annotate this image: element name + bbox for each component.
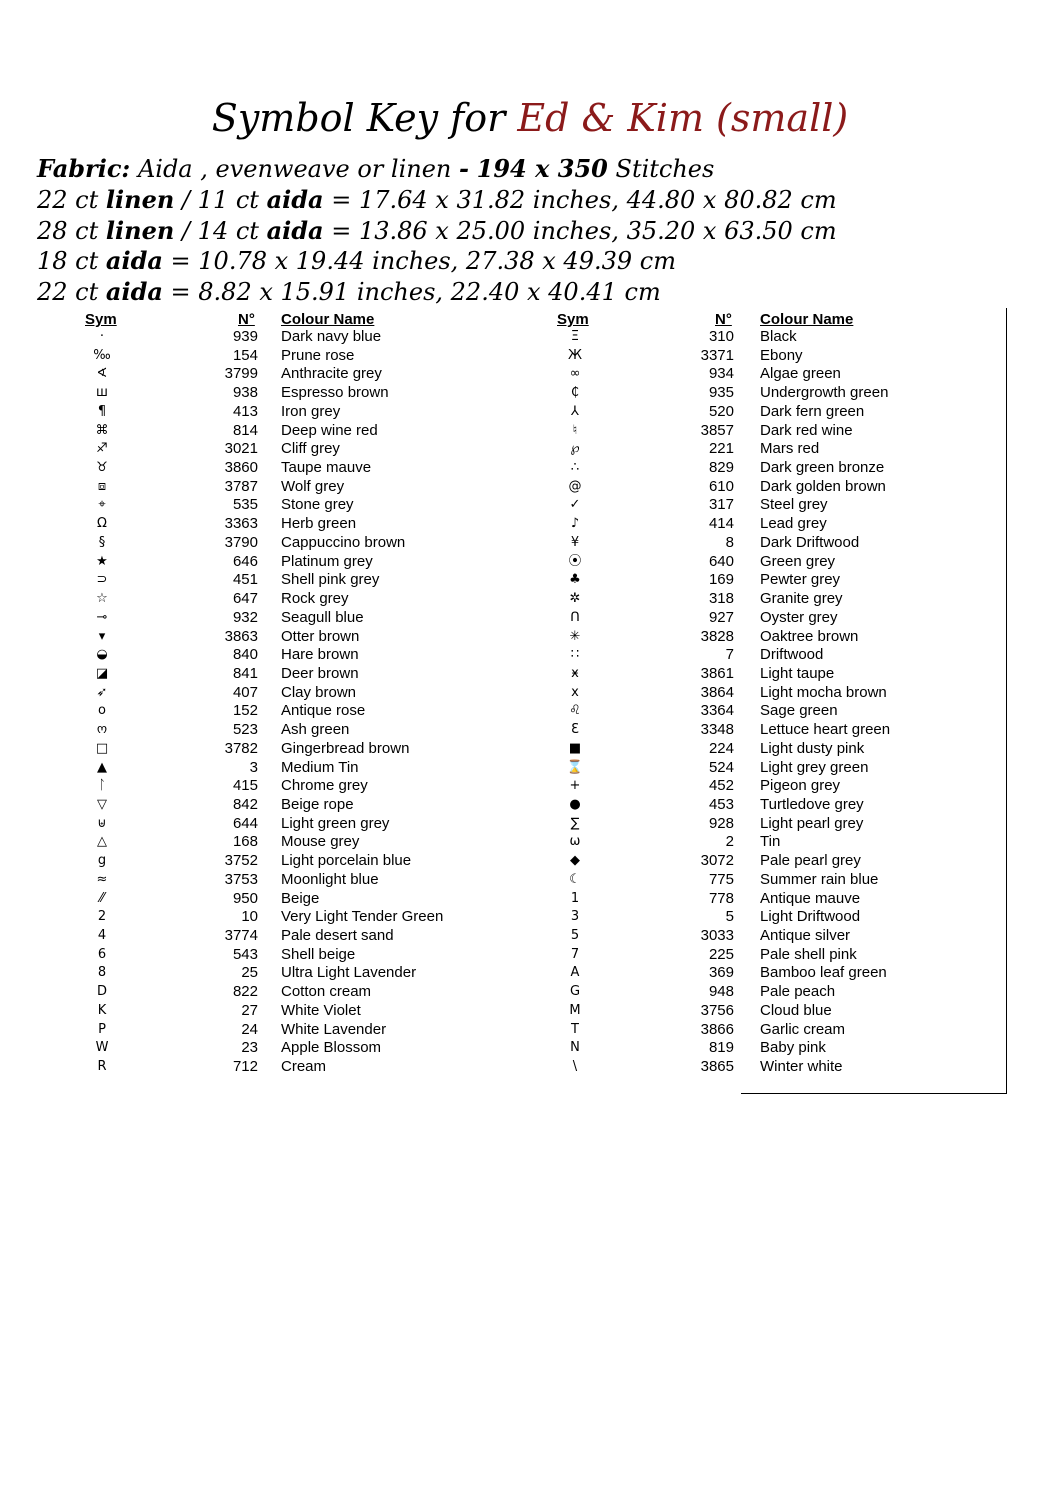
symbol-glyph: ¶ (97, 403, 107, 419)
colour-name: White Violet (281, 1001, 361, 1019)
colour-name: Antique silver (760, 927, 851, 944)
fabric-label: Fabric: (37, 154, 131, 183)
thread-number: 841 (232, 664, 258, 682)
thread-number: 369 (708, 964, 734, 982)
colour-name: Light taupe (760, 664, 835, 682)
colour-name: Deer brown (281, 664, 359, 682)
thread-number: 24 (241, 1020, 258, 1038)
symbol-glyph: M (569, 1002, 581, 1018)
thread-number: 775 (708, 870, 734, 888)
colour-name: Algae green (760, 365, 841, 383)
symbol-glyph: ☆ (96, 591, 108, 607)
thread-number: 25 (241, 964, 258, 982)
thread-number: 3072 (700, 852, 734, 870)
colour-name: Clay brown (281, 683, 357, 701)
spec-dimensions: = 13.86 x 25.00 inches, 35.20 x 63.50 cm (331, 217, 837, 245)
thread-number: 523 (232, 721, 258, 739)
symbol-glyph: · (99, 329, 105, 344)
thread-number: 819 (708, 1039, 734, 1057)
symbol-glyph: T (571, 1021, 579, 1037)
colour-name: Beige rope (281, 795, 354, 813)
colour-name: Gingerbread brown (281, 739, 410, 757)
thread-number: 543 (232, 945, 258, 963)
symbol-glyph: ▽ (97, 796, 107, 812)
thread-number: 610 (708, 477, 734, 495)
symbol-glyph: △ (97, 834, 107, 850)
symbol-glyph: 2 (97, 909, 107, 925)
spec-count: 22 ct (37, 186, 99, 214)
thread-number: 407 (232, 683, 258, 701)
thread-number: 2 (725, 833, 734, 851)
colour-name: Cliff grey (281, 440, 340, 458)
fabric-size: 194 x 350 (476, 154, 608, 183)
colour-name: Anthracite grey (281, 365, 382, 383)
colour-name: Light Driftwood (760, 908, 861, 926)
colour-name: Pale shell pink (760, 945, 857, 963)
thread-number: 842 (232, 795, 258, 813)
colour-name: Cappuccino brown (281, 533, 406, 551)
thread-number: 154 (232, 346, 258, 364)
colour-name: Shell beige (281, 945, 356, 963)
thread-number: 3 (249, 758, 258, 776)
symbol-glyph: P (98, 1021, 106, 1037)
symbol-glyph: ω (569, 834, 581, 850)
colour-name: Mouse grey (281, 833, 360, 851)
colour-name: Baby pink (760, 1039, 826, 1057)
symbol-glyph: ⦿ (568, 553, 582, 569)
thread-number: 3371 (700, 346, 734, 364)
thread-number: 152 (232, 702, 258, 720)
symbol-glyph: ● (569, 796, 581, 812)
thread-number: 938 (232, 384, 258, 402)
symbol-glyph: ◆ (570, 853, 580, 869)
colour-name: Light grey green (760, 758, 869, 776)
colour-name: Mars red (760, 440, 820, 458)
symbol-glyph: 6 (97, 946, 107, 962)
spec-line-2 (37, 216, 837, 245)
colour-name: Pale desert sand (281, 927, 394, 944)
colour-name: Herb green (281, 515, 357, 533)
colour-name: Dark Driftwood (760, 533, 860, 551)
symbol-glyph: @ (568, 478, 582, 494)
symbol-glyph: □ (95, 740, 109, 756)
thread-number: 3364 (700, 702, 734, 720)
thread-number: 3828 (700, 627, 734, 645)
symbol-glyph: 7 (570, 946, 580, 962)
thread-number: 928 (708, 814, 734, 832)
symbol-glyph: ▲ (97, 759, 107, 775)
colour-name: White Lavender (281, 1020, 387, 1038)
symbol-glyph: § (98, 534, 106, 550)
colour-name: Ebony (760, 346, 803, 364)
symbol-glyph: ო (96, 722, 108, 738)
colour-name: Lettuce heart green (760, 721, 891, 739)
thread-number: 778 (708, 889, 734, 907)
spec-line-4 (37, 277, 661, 306)
colour-name: Apple Blossom (281, 1039, 382, 1057)
spec-fabric-alt: aida (266, 185, 324, 214)
colour-name: Undergrowth green (760, 384, 889, 402)
thread-number: 3363 (224, 515, 258, 533)
fabric-line (37, 154, 714, 183)
fabric-unit: Stitches (615, 155, 715, 183)
spec-dimensions: = 8.82 x 15.91 inches, 22.40 x 40.41 cm (170, 278, 661, 306)
symbol-glyph: Ɛ (571, 722, 579, 738)
right-header-num: N° (715, 311, 732, 328)
thread-number: 3753 (224, 870, 258, 888)
spec-dimensions: = 17.64 x 31.82 inches, 44.80 x 80.82 cm (331, 186, 837, 214)
thread-number: 644 (232, 814, 258, 832)
symbol-glyph: ∢ (96, 366, 108, 382)
thread-number: 453 (708, 795, 734, 813)
colour-name: Summer rain blue (760, 870, 879, 888)
colour-name: Light pearl grey (760, 814, 864, 832)
thread-number: 318 (708, 590, 734, 608)
thread-number: 3790 (224, 533, 258, 551)
colour-name: Pale pearl grey (760, 852, 861, 870)
right-header-sym: Sym (557, 311, 589, 328)
thread-number: 169 (708, 571, 734, 589)
thread-number: 451 (232, 571, 258, 589)
thread-number: 3021 (224, 440, 258, 458)
colour-name: Beige (281, 889, 320, 907)
symbol-glyph: G (569, 984, 581, 1000)
colour-name: Moonlight blue (281, 870, 379, 888)
symbol-glyph: ‰ (93, 347, 111, 363)
thread-number: 829 (708, 459, 734, 477)
colour-name: Deep wine red (281, 421, 378, 439)
symbol-glyph: ☾ (569, 871, 581, 887)
colour-name: Light dusty pink (760, 739, 865, 757)
spec-count: 28 ct (37, 217, 99, 245)
symbol-glyph: W (95, 1040, 109, 1056)
symbol-glyph: ✲ (569, 591, 581, 607)
spec-sep: / 11 ct (181, 186, 259, 214)
colour-name: Winter white (760, 1058, 843, 1076)
colour-name: Prune rose (281, 346, 355, 364)
symbol-glyph: ∷ (570, 647, 580, 663)
colour-name: Platinum grey (281, 552, 373, 570)
symbol-glyph: ⊎ (97, 815, 107, 831)
thread-number: 524 (708, 758, 734, 776)
thread-number: 27 (241, 1001, 258, 1019)
colour-name: Pale peach (760, 983, 836, 1001)
thread-number: 5 (725, 908, 734, 926)
thread-number: 317 (708, 496, 734, 514)
symbol-glyph: ⌛ (566, 759, 584, 775)
thread-number: 3860 (224, 459, 258, 477)
colour-name: Otter brown (281, 627, 360, 645)
thread-number: 3861 (700, 664, 734, 682)
table-border-bottom (741, 1093, 1007, 1094)
symbol-glyph: 5 (570, 928, 580, 943)
symbol-glyph: 8 (97, 965, 107, 981)
thread-number: 23 (241, 1039, 258, 1057)
symbol-glyph: ★ (96, 553, 108, 569)
colour-name: Taupe mauve (281, 459, 372, 477)
colour-name: Hare brown (281, 646, 359, 664)
symbol-glyph: ◪ (95, 665, 109, 681)
colour-name: Dark red wine (760, 421, 853, 439)
thread-number: 3864 (700, 683, 734, 701)
thread-number: 225 (708, 945, 734, 963)
thread-number: 950 (232, 889, 258, 907)
spec-line-1 (37, 185, 837, 214)
colour-name: Dark navy blue (281, 328, 382, 345)
right-header-name: Colour Name (760, 311, 854, 328)
symbol-glyph: ✓ (569, 497, 581, 513)
thread-number: 224 (708, 739, 734, 757)
symbol-glyph: Ξ (570, 329, 580, 344)
thread-number: 520 (708, 402, 734, 420)
thread-number: 934 (708, 365, 734, 383)
colour-name: Tin (760, 833, 781, 851)
symbol-glyph: ♉ (96, 460, 108, 476)
thread-number: 7 (725, 646, 734, 664)
colour-name: Driftwood (760, 646, 824, 664)
colour-name: Sage green (760, 702, 838, 720)
colour-name: Wolf grey (281, 477, 345, 495)
thread-number: 840 (232, 646, 258, 664)
spec-fabric-alt: aida (266, 216, 324, 245)
colour-name: Stone grey (281, 496, 354, 514)
thread-number: 939 (232, 328, 258, 345)
thread-number: 3787 (224, 477, 258, 495)
colour-name: Turtledove grey (760, 795, 864, 813)
symbol-glyph: ∑ (570, 815, 580, 831)
spec-count: 18 ct (37, 247, 99, 275)
symbol-glyph: g (97, 853, 107, 869)
symbol-glyph: Ω (97, 516, 107, 532)
colour-name: Very Light Tender Green (281, 908, 444, 926)
spec-fabric: aida (105, 277, 163, 306)
symbol-glyph: ⌘ (95, 422, 109, 438)
symbol-glyph: \ (572, 1059, 578, 1075)
thread-number: 647 (232, 590, 258, 608)
colour-name: Bamboo leaf green (760, 964, 887, 982)
fabric-text: Aida , evenweave or linen (137, 155, 452, 183)
spec-fabric: aida (105, 246, 163, 275)
symbol-glyph: x (571, 684, 579, 700)
colour-name: Green grey (760, 552, 836, 570)
thread-number: 935 (708, 384, 734, 402)
colour-name: Light mocha brown (760, 683, 887, 701)
colour-name: Oyster grey (760, 608, 838, 626)
symbol-glyph: ш (96, 385, 108, 401)
colour-name: Pigeon grey (760, 777, 841, 795)
colour-name: Dark golden brown (760, 477, 886, 495)
colour-name: Dark green bronze (760, 459, 885, 477)
symbol-glyph: ℘ (570, 441, 580, 457)
thread-number: 221 (708, 440, 734, 458)
colour-name: Pewter grey (760, 571, 841, 589)
spec-sep: / 14 ct (181, 217, 259, 245)
symbol-glyph: ᑎ (570, 609, 580, 625)
symbol-glyph: 4 (97, 928, 107, 943)
thread-number: 3752 (224, 852, 258, 870)
thread-number: 3865 (700, 1058, 734, 1076)
colour-name: Garlic cream (760, 1020, 846, 1038)
symbol-glyph: ♣ (569, 572, 581, 588)
colour-name: Steel grey (760, 496, 828, 514)
symbol-glyph: N (570, 1040, 580, 1056)
symbol-glyph: ■ (568, 740, 582, 756)
symbol-glyph: + (569, 778, 581, 794)
colour-name: Cream (281, 1058, 327, 1076)
left-header-num: N° (238, 311, 255, 328)
colour-name: Medium Tin (281, 758, 359, 776)
thread-number: 822 (232, 983, 258, 1001)
symbol-glyph: D (96, 984, 107, 1000)
symbol-glyph: o (98, 703, 106, 719)
thread-number: 414 (708, 515, 734, 533)
colour-name: Lead grey (760, 515, 827, 533)
colour-name: Granite grey (760, 590, 843, 608)
thread-number: 932 (232, 608, 258, 626)
thread-number: 3782 (224, 739, 258, 757)
symbol-glyph: ⅄ (571, 403, 579, 419)
colour-name: Antique mauve (760, 889, 861, 907)
symbol-glyph: ᛚ (98, 778, 106, 794)
colour-name: Espresso brown (281, 384, 389, 402)
thread-number: 10 (241, 908, 258, 926)
symbol-glyph: ◒ (96, 647, 108, 663)
thread-number: 452 (708, 777, 734, 795)
spec-count: 22 ct (37, 278, 99, 306)
thread-number: 3866 (700, 1020, 734, 1038)
symbol-glyph: ⁄⁄ (99, 890, 105, 906)
left-header-name: Colour Name (281, 311, 375, 328)
spec-line-3 (37, 246, 676, 275)
symbol-glyph: ⧈ (97, 478, 107, 494)
symbol-glyph: Ж (567, 347, 582, 363)
pattern-name: Ed & Kim (small) (517, 96, 849, 140)
table-border-right (1006, 308, 1007, 1094)
colour-name: Light porcelain blue (281, 852, 412, 870)
spec-dimensions: = 10.78 x 19.44 inches, 27.38 x 49.39 cm (170, 247, 676, 275)
symbol-glyph: 3 (570, 909, 580, 925)
symbol-glyph: K (97, 1002, 107, 1018)
thread-number: 535 (232, 496, 258, 514)
thread-number: 948 (708, 983, 734, 1001)
thread-number: 712 (232, 1058, 258, 1076)
thread-number: 3799 (224, 365, 258, 383)
fabric-dash: - (459, 154, 469, 183)
symbol-glyph: ∴ (570, 460, 580, 476)
symbol-glyph: ⊃ (96, 572, 108, 588)
symbol-glyph: ♐ (96, 441, 108, 457)
symbol-glyph: ⊸ (96, 609, 108, 625)
left-header-sym: Sym (85, 311, 117, 328)
colour-name: Black (760, 328, 797, 345)
thread-number: 3857 (700, 421, 734, 439)
symbol-glyph: ӿ (571, 665, 579, 681)
symbol-glyph: ▾ (98, 628, 106, 644)
thread-number: 3774 (224, 927, 258, 944)
symbol-glyph: ♪ (570, 516, 580, 532)
thread-number: 814 (232, 421, 258, 439)
symbol-glyph: ∞ (569, 366, 581, 382)
thread-number: 168 (232, 833, 258, 851)
thread-number: 646 (232, 552, 258, 570)
colour-name: Cloud blue (760, 1001, 832, 1019)
symbol-glyph: ✳ (569, 628, 581, 644)
thread-number: 640 (708, 552, 734, 570)
thread-number: 3033 (700, 927, 734, 944)
colour-name: Ash green (281, 721, 350, 739)
colour-name: Oaktree brown (760, 627, 859, 645)
symbol-glyph: ₵ (570, 385, 580, 401)
colour-name: Antique rose (281, 702, 366, 720)
spec-fabric: linen (105, 185, 175, 214)
colour-name: Shell pink grey (281, 571, 380, 589)
symbol-glyph: ≈ (96, 871, 108, 887)
colour-name: Chrome grey (281, 777, 368, 795)
symbol-glyph: ⌖ (98, 497, 106, 513)
colour-name: Seagull blue (281, 608, 364, 626)
colour-name: Light green grey (281, 814, 390, 832)
symbol-glyph: ♌ (569, 703, 581, 719)
colour-name: Cotton cream (281, 983, 372, 1001)
symbol-glyph: R (97, 1059, 107, 1075)
title-prefix: Symbol Key for (211, 96, 506, 140)
colour-name: Ultra Light Lavender (281, 964, 417, 982)
symbol-glyph: 1 (570, 890, 580, 906)
symbol-glyph: ¥ (570, 534, 580, 550)
thread-number: 415 (232, 777, 258, 795)
colour-name: Rock grey (281, 590, 349, 608)
symbol-glyph: ♮ (572, 422, 578, 438)
thread-number: 3863 (224, 627, 258, 645)
spec-fabric: linen (105, 216, 175, 245)
thread-number: 927 (708, 608, 734, 626)
thread-number: 413 (232, 402, 258, 420)
page-title (0, 96, 1060, 140)
colour-name: Dark fern green (760, 402, 865, 420)
symbol-glyph: A (570, 965, 580, 981)
thread-number: 3348 (700, 721, 734, 739)
thread-number: 8 (725, 533, 734, 551)
symbol-glyph: ➶ (96, 684, 108, 700)
thread-number: 3756 (700, 1001, 734, 1019)
colour-name: Iron grey (281, 402, 341, 420)
thread-number: 310 (708, 328, 734, 345)
